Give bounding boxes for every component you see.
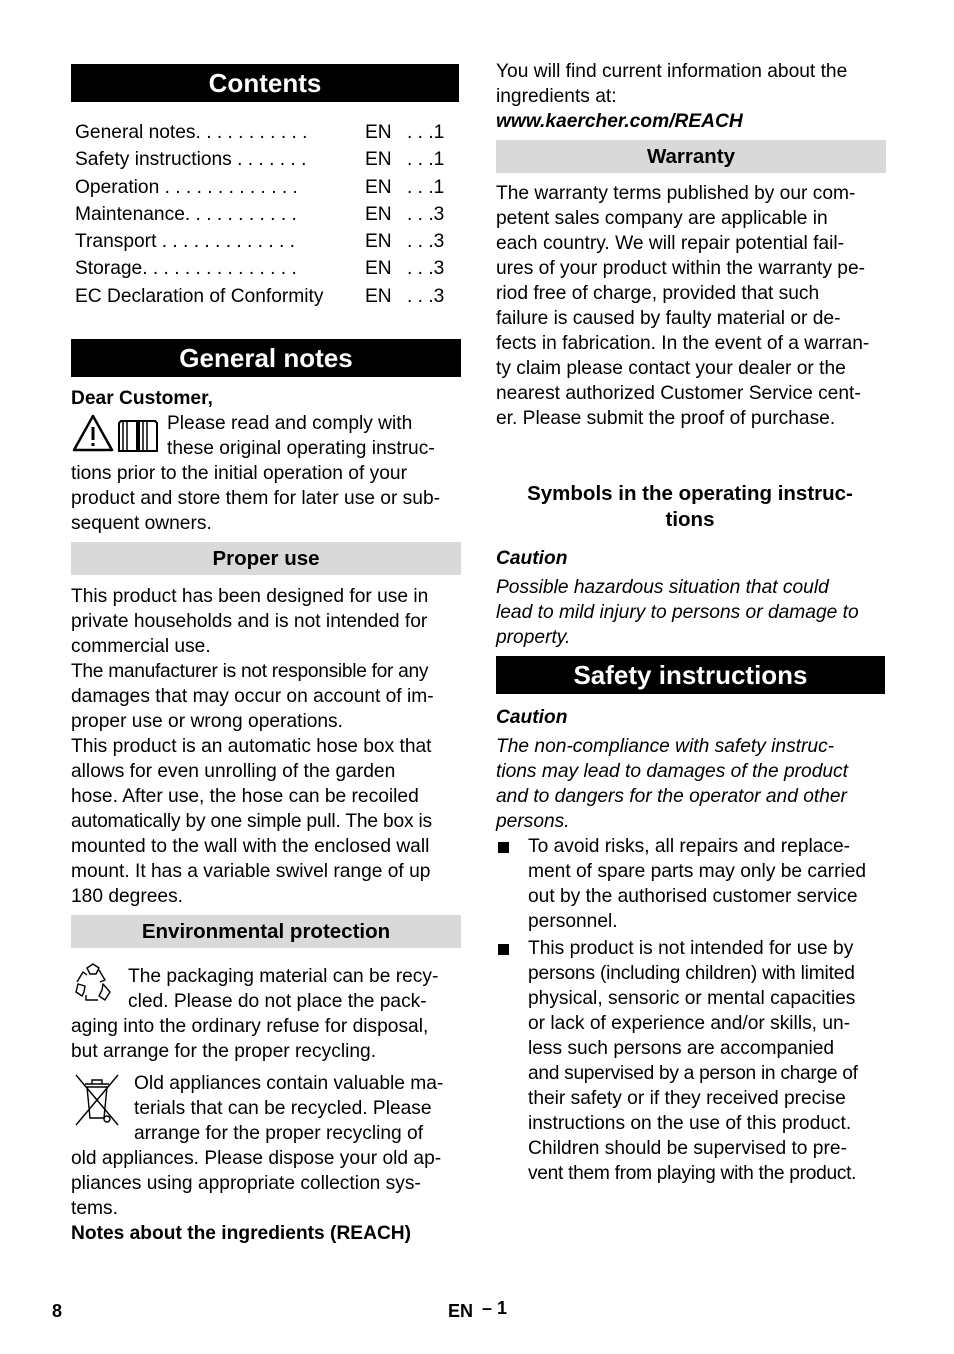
text-line: hose. After use, the hose can be recoiled: [71, 786, 419, 807]
text-line: aging into the ordinary refuse for disposal,: [71, 1016, 429, 1037]
toc-title: Storage. . . . . . . . . . . . . . .: [75, 258, 297, 279]
toc-row[interactable]: [75, 175, 455, 202]
toc-row[interactable]: [75, 229, 455, 256]
toc-lang: EN: [365, 204, 392, 225]
text-line: 180 degrees.: [71, 886, 184, 907]
text-line: This product is not intended for use by: [528, 938, 854, 959]
caution-label: Caution: [496, 707, 568, 728]
reach-link[interactable]: www.kaercher.com/REACH: [496, 111, 743, 132]
toc-page: . . .1: [407, 122, 445, 143]
text-line: property.: [496, 627, 571, 648]
text-line: product and store them for later use or sub-: [71, 488, 441, 509]
text-line: private households and is not intended for: [71, 611, 428, 632]
toc-title: Safety instructions . . . . . . .: [75, 149, 307, 170]
text-line: ures of your product within the warranty pe-: [496, 258, 866, 279]
text-line: or lack of experience and/or skills, un-: [528, 1013, 851, 1034]
toc-lang: EN: [365, 122, 392, 143]
text-line: failure is caused by faulty material or de-: [496, 308, 841, 329]
text-line: and supervised by a person in charge of: [528, 1063, 858, 1084]
text-line: less such persons are accompanied: [528, 1038, 835, 1059]
text-line: terials that can be recycled. Please: [134, 1098, 432, 1119]
text-line: ingredients at:: [496, 86, 617, 107]
text-line: automatically by one simple pull. The box is: [71, 811, 432, 832]
proper-use-heading: Proper use: [71, 542, 461, 575]
safety-instructions-heading: Safety instructions: [496, 656, 885, 694]
toc-lang: EN: [365, 177, 392, 198]
footer-lang: EN: [448, 1301, 474, 1321]
text-line: each country. We will repair potential fail-: [496, 233, 845, 254]
text-line: Please read and comply with: [167, 413, 413, 434]
toc-lang: EN: [365, 231, 392, 252]
text-line: allows for even unrolling of the garden: [71, 761, 396, 782]
toc-page: . . .3: [407, 258, 445, 279]
text-line: mounted to the wall with the enclosed wall: [71, 836, 430, 857]
crossed-bin-icon: [73, 1072, 121, 1128]
text-line: their safety or if they received precise: [528, 1088, 846, 1109]
toc-title: EC Declaration of Conformity: [75, 286, 324, 307]
warning-triangle-icon: [72, 414, 114, 452]
text-line: arrange for the proper recycling of: [134, 1123, 424, 1144]
text-line: er. Please submit the proof of purchase.: [496, 408, 836, 429]
text-line: To avoid risks, all repairs and replace-: [528, 836, 851, 857]
text-line: The non-compliance with safety instruc-: [496, 736, 835, 757]
text-line: mount. It has a variable swivel range of up: [71, 861, 431, 882]
heading-line: tions: [665, 508, 715, 531]
toc-title: Maintenance. . . . . . . . . . .: [75, 204, 297, 225]
text-line: and to dangers for the operator and other: [496, 786, 847, 807]
environmental-heading: Environmental protection: [71, 915, 461, 948]
reach-heading: Notes about the ingredients (REACH): [71, 1223, 412, 1244]
toc-lang: EN: [365, 286, 392, 307]
text-line: these original operating instruc-: [167, 438, 435, 459]
text-line: sequent owners.: [71, 513, 212, 534]
toc-row[interactable]: [75, 147, 455, 174]
footer-section: – 1: [482, 1298, 508, 1318]
text-line: proper use or wrong operations.: [71, 711, 343, 732]
text-line: The warranty terms published by our com-: [496, 183, 856, 204]
text-line: tems.: [71, 1198, 118, 1219]
toc-page: . . .3: [407, 204, 445, 225]
text-line: out by the authorised customer service: [528, 886, 858, 907]
toc-row[interactable]: [75, 284, 455, 311]
text-line: commercial use.: [71, 636, 211, 657]
text-line: physical, sensoric or mental capacities: [528, 988, 856, 1009]
text-line: petent sales company are applicable in: [496, 208, 828, 229]
text-line: but arrange for the proper recycling.: [71, 1041, 377, 1062]
text-line: vent them from playing with the product.: [528, 1163, 857, 1184]
manual-book-icon: [116, 417, 160, 453]
text-line: persons (including children) with limited: [528, 963, 855, 984]
page-number: 8: [52, 1301, 63, 1321]
text-line: Possible hazardous situation that could: [496, 577, 829, 598]
text-line: riod free of charge, provided that such: [496, 283, 820, 304]
dear-customer-label: Dear Customer,: [71, 388, 213, 409]
toc-page: . . .3: [407, 231, 445, 252]
text-line: instructions on the use of this product.: [528, 1113, 852, 1134]
general-notes-heading: General notes: [71, 339, 461, 377]
text-line: The packaging material can be recy-: [128, 966, 439, 987]
text-line: cled. Please do not place the pack-: [128, 991, 427, 1012]
text-line: Children should be supervised to pre-: [528, 1138, 847, 1159]
heading-line: Symbols in the operating instruc-: [527, 482, 853, 505]
text-line: nearest authorized Customer Service cent-: [496, 383, 861, 404]
text-line: pliances using appropriate collection sys-: [71, 1173, 421, 1194]
toc-lang: EN: [365, 258, 392, 279]
warranty-heading: Warranty: [496, 140, 886, 173]
toc-row[interactable]: [75, 256, 455, 283]
toc-page: . . .3: [407, 286, 445, 307]
toc-page: . . .1: [407, 177, 445, 198]
toc-title: General notes. . . . . . . . . . .: [75, 122, 308, 143]
text-line: This product has been designed for use in: [71, 586, 429, 607]
text-line: persons.: [496, 811, 570, 832]
text-line: ty claim please contact your dealer or the: [496, 358, 846, 379]
text-line: old appliances. Please dispose your old ap-: [71, 1148, 442, 1169]
text-line: ment of spare parts may only be carried: [528, 861, 867, 882]
toc-title: Operation . . . . . . . . . . . . .: [75, 177, 298, 198]
text-line: damages that may occur on account of im-: [71, 686, 434, 707]
toc-row[interactable]: [75, 120, 455, 147]
bullet-marker: [498, 944, 509, 955]
text-line: tions prior to the initial operation of your: [71, 463, 407, 484]
contents-heading: Contents: [71, 64, 459, 102]
text-line: Old appliances contain valuable ma-: [134, 1073, 444, 1094]
text-line: personnel.: [528, 911, 618, 932]
toc-row[interactable]: [75, 202, 455, 229]
text-line: lead to mild injury to persons or damage to: [496, 602, 859, 623]
text-line: The manufacturer is not responsible for any: [71, 661, 429, 682]
text-line: fects in fabrication. In the event of a warran-: [496, 333, 870, 354]
toc-lang: EN: [365, 149, 392, 170]
toc-title: Transport . . . . . . . . . . . . .: [75, 231, 295, 252]
text-line: This product is an automatic hose box that: [71, 736, 432, 757]
bullet-marker: [498, 842, 509, 853]
caution-label: Caution: [496, 548, 568, 569]
recycle-icon: [72, 962, 114, 1004]
text-line: You will find current information about the: [496, 61, 848, 82]
toc-page: . . .1: [407, 149, 445, 170]
text-line: tions may lead to damages of the product: [496, 761, 848, 782]
